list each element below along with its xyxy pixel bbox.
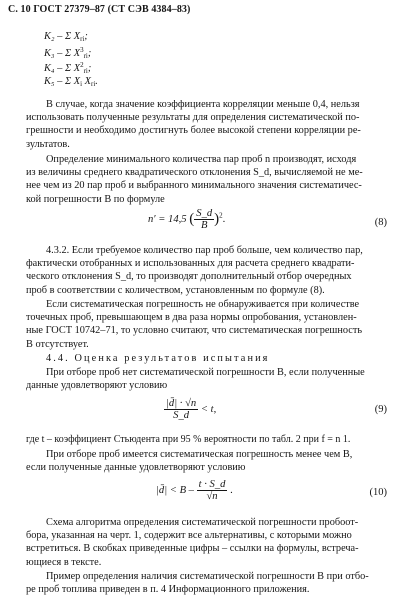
text-line: кой погрешности B по формуле	[26, 193, 165, 205]
text-line: использовать полученные результаты для определения систематической по-	[26, 112, 360, 124]
k-tail: ;	[87, 48, 92, 59]
k-symbol: K₂	[44, 31, 55, 42]
formula-9	[164, 398, 216, 421]
k4-line	[44, 61, 91, 75]
formula-10	[156, 479, 233, 502]
text-line: где t – коэффициент Стьюдента при 95 % вероятности по табл. 2 при f = n 1.	[26, 434, 351, 445]
text-line: Пример определения наличия систематической погрешности B при отбо-	[46, 571, 369, 582]
formula-fraction	[194, 208, 214, 231]
text-line: ющиеся в тексте.	[26, 556, 102, 568]
k-sum: – Σ X	[57, 63, 81, 74]
text-line: фактически отобранных и использованных для расчета среднего квадрати-	[26, 258, 355, 270]
formula-power: 2	[219, 211, 223, 220]
text-line: бора, указанная на черт. 1, содержит все альтернативы, с которыми можно	[26, 530, 352, 542]
paragraph-correlation	[26, 98, 388, 151]
k-tail: ;	[87, 63, 92, 74]
section-heading-4-4	[26, 352, 388, 365]
text-line: зультатов.	[26, 138, 70, 150]
paragraph-no-error	[26, 298, 388, 351]
paragraph-student-coefficient	[26, 433, 388, 446]
formula-fraction	[197, 479, 228, 502]
k-sup: 3	[80, 46, 84, 54]
paragraph-condition-9	[26, 366, 388, 392]
fraction-denominator: √n	[206, 491, 218, 502]
section-title: 4.4. Оценка результатов испытания	[46, 353, 270, 364]
text-line: встретиться. В скобках приведенные цифры – ссылки на формулы, встреча-	[26, 543, 359, 555]
fraction-numerator: S_d	[196, 208, 213, 219]
k-tail-end: .	[95, 76, 98, 87]
equation-number-8: (8)	[374, 217, 387, 228]
formula-end: .	[230, 485, 233, 496]
k-symbol: K₅	[44, 76, 55, 87]
text-line: 4.3.2. Если требуемое количество пар проб больше, чем количество пар,	[46, 245, 363, 256]
fraction-denominator: B	[200, 220, 208, 231]
k-sup: 2	[80, 61, 84, 69]
text-line: ре проб топлива приведен в п. 4 Информационного приложения.	[26, 584, 310, 596]
k-sum: – Σ X	[57, 48, 81, 59]
k-sub: ri	[83, 52, 88, 60]
k-sum: – Σ X	[57, 76, 81, 87]
page-header: С. 10 ГОСТ 27379–87 (СТ СЭВ 4384–83)	[8, 4, 191, 15]
text-line: грешности и необходимо достигнуть более высокой степени корреляции ре-	[26, 125, 361, 137]
equation-number-9: (9)	[374, 404, 387, 415]
k-symbol: K₄	[44, 63, 55, 74]
paragraph-condition-10	[26, 448, 388, 474]
equation-number-10: (10)	[369, 487, 387, 498]
text-line: B отсутствует.	[26, 338, 89, 350]
text-line: В случае, когда значение коэффициента корреляции меньше 0,4, нельзя	[46, 99, 360, 110]
text-line: Схема алгоритма определения систематической погрешности пробоот-	[46, 517, 359, 528]
text-line: Определение минимального количества пар проб n производят, исходя	[46, 154, 357, 165]
k-sum: – Σ X	[57, 31, 81, 42]
k-sub: i	[80, 80, 83, 88]
fraction-numerator: |d̄| · √n	[166, 398, 197, 409]
k2-line	[44, 31, 88, 43]
fraction-numerator: t · S_d	[198, 479, 226, 490]
text-line: данные удовлетворяют условию	[26, 380, 168, 392]
formula-8: n′ = 14,5 ( $\frac{S\_d}{B}$ )$^2$.	[148, 208, 226, 231]
k-tail: X	[82, 76, 91, 87]
paragraph-algorithm	[26, 516, 388, 569]
text-line: ческого отклонения S_d, то производят дополнительный отбор очередных	[26, 271, 352, 283]
text-line: Если систематическая погрешность не обнаруживается при количестве	[46, 299, 360, 310]
formula-relation: < t,	[200, 404, 217, 415]
text-line: проб в соответствии с количеством, установленным по формуле (8).	[26, 284, 325, 296]
k-sub: ri	[83, 67, 88, 75]
k-tail-sub: ri	[90, 80, 96, 88]
formula-end: .	[222, 213, 226, 225]
formula-lhs: |d̄| < B –	[156, 485, 194, 496]
text-line: нее чем из 20 пар проб и выбранного минимального значения систематичес-	[26, 180, 362, 192]
fraction-denominator: S_d	[173, 410, 190, 421]
text-line: если полученные данные удовлетворяют условию	[26, 462, 246, 474]
k-sub: ri	[80, 35, 85, 43]
k3-line	[44, 46, 91, 60]
formula-lhs: n′ = 14,5	[148, 213, 187, 225]
k5-line	[44, 76, 98, 88]
k-tail: ;	[84, 31, 88, 42]
text-line: При отборе проб имеется систематическая погрешность менее чем B,	[46, 449, 353, 460]
k-symbol: K₃	[44, 48, 55, 59]
text-line: точечных проб, превышающем в два раза нормы опробования, установлен-	[26, 312, 357, 324]
formula-fraction	[164, 398, 198, 421]
text-line: ные ГОСТ 10742–71, то условно считают, что систематическая погрешность	[26, 325, 363, 337]
text-line: При отборе проб нет систематической погрешности B, если полученные	[46, 367, 365, 378]
text-line: из величины среднего квадратического отклонения S_d, вычисляемой не ме-	[26, 167, 363, 179]
paragraph-min-pairs	[26, 153, 388, 206]
paragraph-4-3-2	[26, 244, 388, 297]
paragraph-example	[26, 570, 388, 596]
